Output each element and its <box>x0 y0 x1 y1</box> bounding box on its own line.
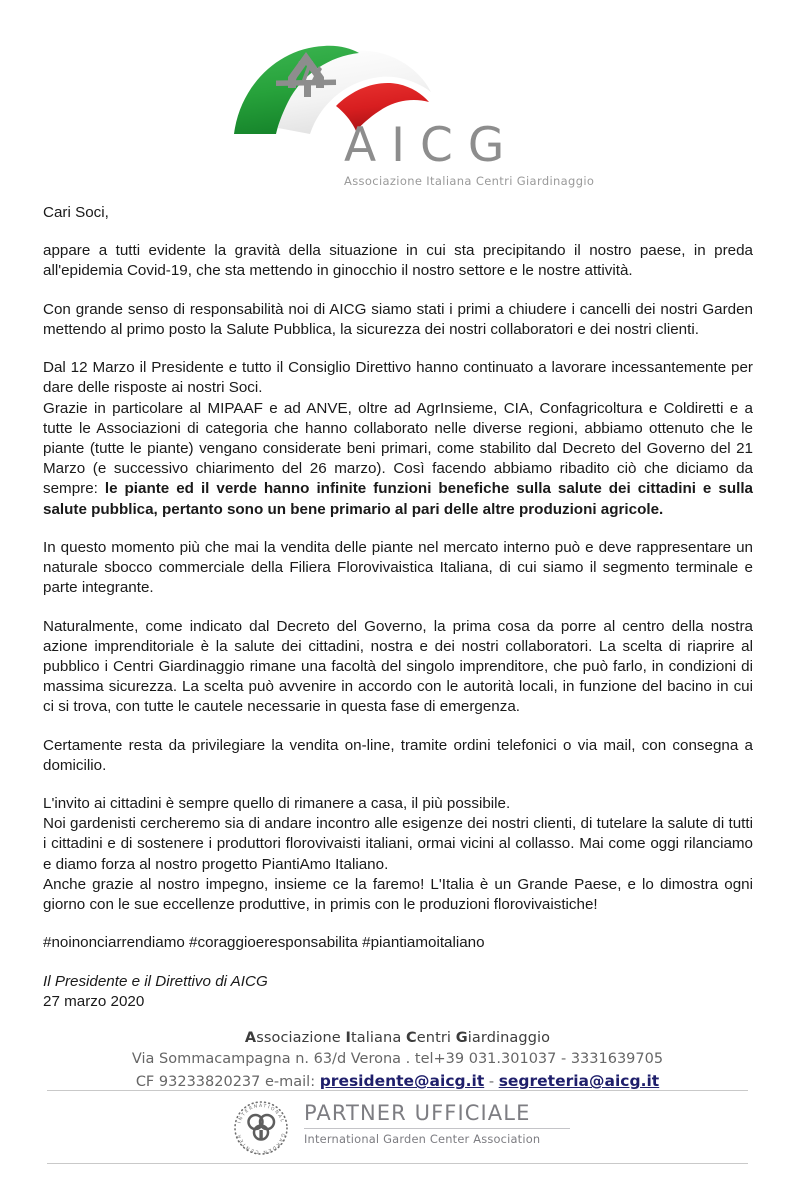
logo-wordmark: AICG <box>344 118 520 173</box>
igca-partner-logo <box>232 1097 572 1157</box>
paragraph-3-bold-text: le piante ed il verde hanno infinite funzioni benefiche sulla salute dei cittadini e sulla salute pubblica, pertanto sono un bene primario al pari delle altre produzioni agricole. <box>43 480 753 518</box>
paragraph-3-line-2 <box>43 399 753 520</box>
paragraph-3-normal-text: Grazie in particolare al MIPAAF e ad ANVE, oltre ad AgrInsieme, CIA, Confagricoltura e Coldiretti e a tutte le Associazioni di categoria che hanno collaborato nelle diverse regioni, abbiamo ottenuto che le piante (tutte le piante) vengano considerate beni primari, come stabilito dal Decreto del Governo del 21 Marzo (e successivo chiarimento del 26 marzo). Così facendo abbiamo ribadito ciò che diciamo da sempre: <box>43 399 753 498</box>
paragraph-6: Certamente resta da privilegiare la vendita on-line, tramite ordini telefonici o via mail, con consegna a domicilio. <box>43 736 753 774</box>
signature-date: 27 marzo 2020 <box>43 992 145 1010</box>
partner-subtitle: International Garden Center Association <box>304 1132 541 1147</box>
paragraph-5: Naturalmente, come indicato dal Decreto del Governo, la prima cosa da porre al centro della nostra azione imprenditoriale è la salute dei cittadini, nostra e dei nostri collaboratori. La scelta di riaprire al pubblico i Centri Giardinaggio rimane una facoltà del singolo imprenditore, che può farlo, in condizioni di massima sicurezza. La scelta può avvenire in accordo con le autorità locali, in funzione del bacino in cui ci si trova, con tutte le cautele necessarie in questa fase di emergenza. <box>43 617 753 716</box>
letterhead-logo <box>0 0 795 188</box>
footer-organization-name <box>0 1028 795 1049</box>
org-rest-c: entri <box>416 1030 456 1046</box>
footer-cf-prefix: CF 93233820237 e-mail: <box>135 1074 320 1091</box>
org-rest-a: ssociazione <box>256 1030 346 1046</box>
igc-seal-icon <box>232 1099 290 1157</box>
paragraph-7-line-2: Noi gardenisti cercheremo sia di andare incontro alle esigenze dei nostri clienti, di tutelare la salute di tutti i cittadini e di sostenere i produttori florovivaisti italiani, ormai vicini al collasso. Mai come oggi rilanciamo e diamo forza al nostro progetto PiantiAmo Italiano. <box>43 815 753 873</box>
org-rest-i: taliana <box>351 1030 407 1046</box>
partner-divider <box>304 1128 570 1129</box>
org-cap-g: G <box>455 1030 468 1046</box>
email-link-presidente[interactable]: presidente@aicg.it <box>319 1072 485 1091</box>
paragraph-1: appare a tutti evidente la gravità della situazione in cui sta precipitando il nostro paese, in preda all'epidemia Covid-19, che sta mettendo in ginocchio il nostro settore e le nostre attività. <box>43 242 753 280</box>
footer-divider-top <box>47 1090 748 1091</box>
email-link-segreteria[interactable]: segreteria@aicg.it <box>498 1072 660 1091</box>
signature-name: Il Presidente e il Direttivo di AICG <box>43 972 268 990</box>
letter-body <box>43 203 753 1012</box>
partner-title: PARTNER UFFICIALE <box>304 1101 531 1125</box>
org-cap-a: A <box>244 1030 257 1046</box>
paragraph-2: Con grande senso di responsabilità noi di AICG siamo stati i primi a chiudere i cancelli dei nostri Garden mettendo al primo posto la Salute Pubblica, la sicurezza dei nostri collaboratori e dei nostri clienti. <box>43 300 753 338</box>
footer-address-line: Via Sommacampagna n. 63/d Verona . tel+39 031.301037 - 3331639705 <box>131 1051 664 1068</box>
email-separator: - <box>484 1074 499 1091</box>
footer-divider-bottom <box>47 1163 748 1164</box>
paragraph-7-line-1: L'invito ai cittadini è sempre quello di rimanere a casa, il più possibile. <box>43 795 511 813</box>
paragraph-3-line-1: Dal 12 Marzo il Presidente e tutto il Consiglio Direttivo hanno continuato a lavorare incessantemente per dare delle risposte ai nostri Soci. <box>43 359 753 397</box>
logo-tagline: Associazione Italiana Centri Giardinaggio <box>344 174 595 188</box>
hashtags: #noinonciarrendiamo #coraggioeresponsabilita #piantiamoitaliano <box>43 934 485 952</box>
paragraph-4: In questo momento più che mai la vendita delle piante nel mercato interno può e deve rappresentare un naturale sbocco commerciale della Filiera Florovivaistica Italiana, di cui siamo il segmento terminale e parte integrante. <box>43 538 753 597</box>
footer-contact-block <box>0 1028 795 1093</box>
org-rest-g: iardinaggio <box>467 1030 551 1046</box>
salutation: Cari Soci, <box>43 204 109 221</box>
svg-text:INTERNATIONAL: INTERNATIONAL <box>237 1103 285 1125</box>
org-cap-c: C <box>406 1030 417 1046</box>
org-cap-i: I <box>345 1030 352 1046</box>
paragraph-7-line-3: Anche grazie al nostro impegno, insieme ce la faremo! L'Italia è un Grande Paese, e lo dimostra ogni giorno con le sue eccellenze produttive, in primis con le produzioni florovivaistiche! <box>43 875 753 914</box>
svg-text:GARDEN CENTER: GARDEN CENTER <box>237 1132 285 1155</box>
